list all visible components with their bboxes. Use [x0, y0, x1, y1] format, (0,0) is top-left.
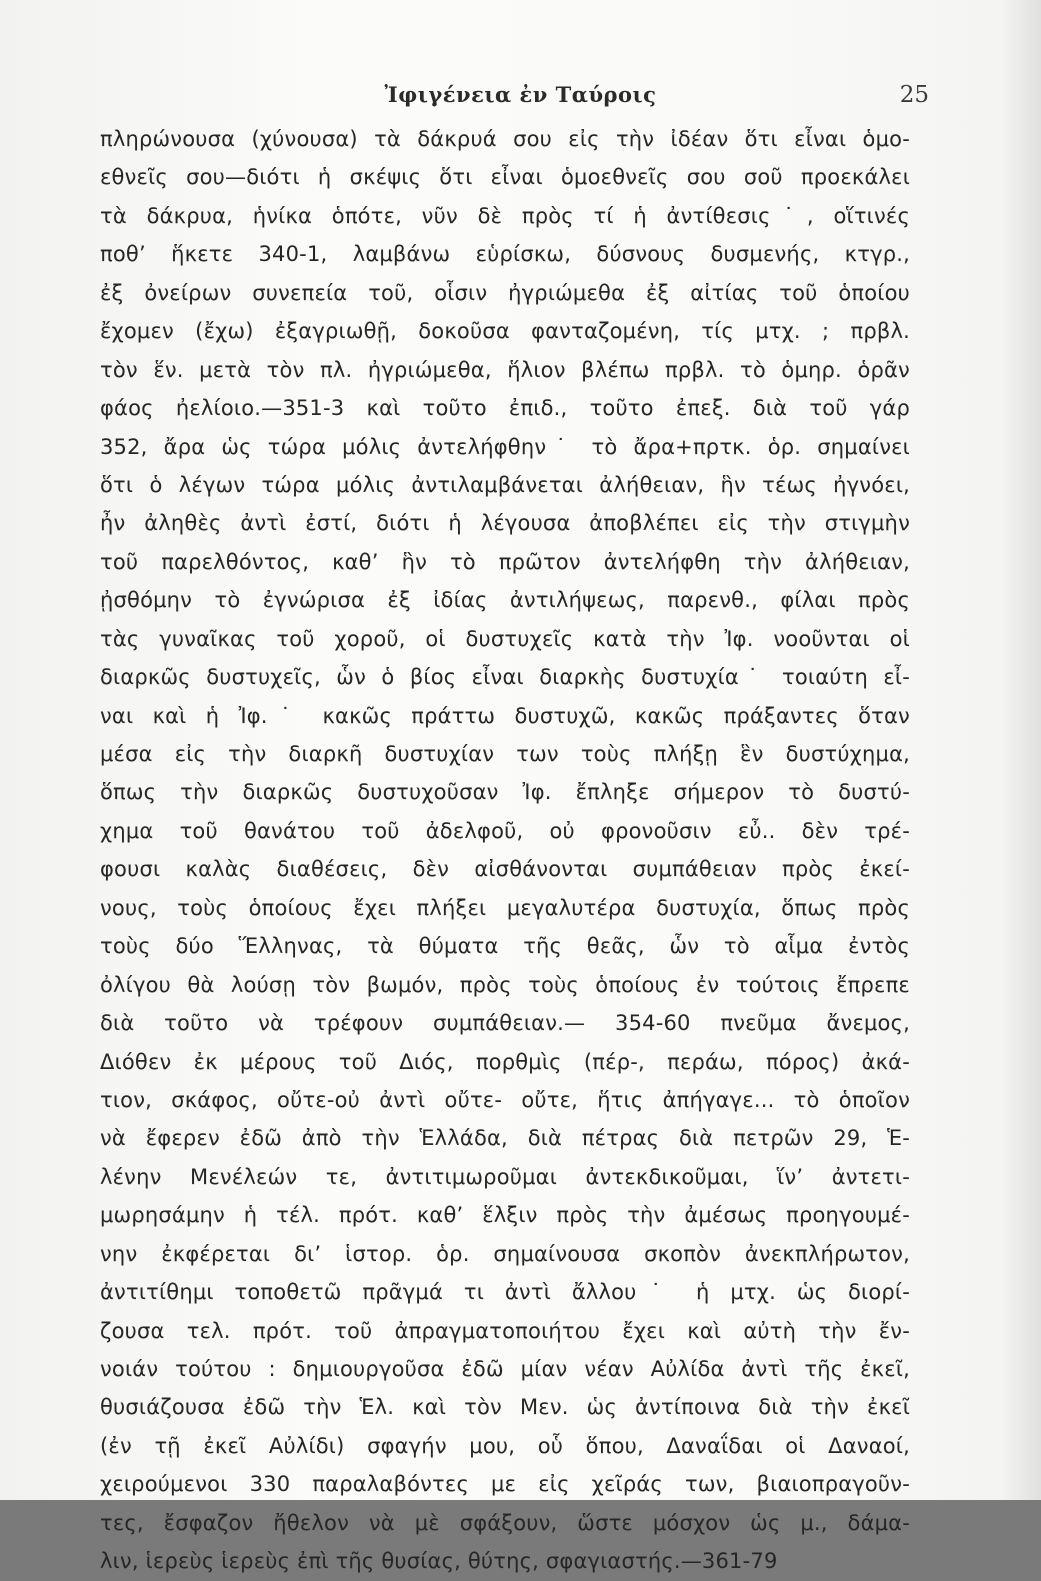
text-line: τοῦ παρελθόντος, καθ’ ἣν τὸ πρῶτον ἀντελήφθη τὴν ἀλήθειαν,	[100, 549, 910, 574]
text-line: λένην Μενέλεών τε, ἀντιτιμωροῦμαι ἀντεκδικοῦμαι, ἵν’ ἀντετι-	[100, 1164, 910, 1189]
text-line: ἐξ ὀνείρων συνεπεία τοῦ, οἷσιν ἠγριώμεθα ἐξ αἰτίας τοῦ ὁποίου	[100, 280, 910, 305]
text-line: 352, ἄρα ὡς τώρα μόλις ἀντελήφθην˙ τὸ ἄρα+πρτκ. ὁρ. σημαίνει	[100, 434, 910, 459]
commentary-text	[100, 120, 910, 1581]
text-line: τοὺς δύο Ἕλληνας, τὰ θύματα τῆς θεᾶς, ὧν τὸ αἷμα ἐντὸς	[100, 934, 910, 959]
text-line: τὸν ἕν. μετὰ τὸν πλ. ἠγριώμεθα, ἥλιον βλέπω πρβλ. τὸ ὁμηρ. ὁρᾶν	[100, 357, 910, 382]
text-line: ζουσα τελ. πρότ. τοῦ ἀπραγματοποιήτου ἔχει καὶ αὐτὴ τὴν ἔν-	[100, 1318, 910, 1343]
page-edge-shadow	[1001, 0, 1041, 1500]
text-line: Διόθεν ἐκ μέρους τοῦ Διός, πορθμὶς (πέρ-, περάω, πόρος) ἀκά-	[100, 1049, 910, 1074]
text-line: λιν, ἱερεὺς ἱερεὺς ἐπὶ τῆς θυσίας, θύτης, σφαγιαστής.—361-79	[100, 1549, 778, 1574]
text-line: χημα τοῦ θανάτου τοῦ ἀδελφοῦ, οὐ φρονοῦσιν εὖ.. δὲν τρέ-	[100, 818, 910, 843]
text-line: νοιάν τούτου : δημιουργοῦσα ἐδῶ μίαν νέαν Αὐλίδα ἀντὶ τῆς ἐκεῖ,	[100, 1357, 910, 1381]
text-line: τὰς γυναῖκας τοῦ χοροῦ, οἱ δυστυχεῖς κατὰ τὴν Ἰφ. νοοῦνται οἱ	[100, 626, 910, 651]
text-line: ἦν ἀληθὲς ἀντὶ ἐστί, διότι ἡ λέγουσα ἀποβλέπει εἰς τὴν στιγμὴν	[100, 511, 910, 536]
text-line: φουσι καλὰς διαθέσεις, δὲν αἰσθάνονται συμπάθειαν πρὸς ἐκεί-	[100, 857, 910, 882]
text-line: διαρκῶς δυστυχεῖς, ὧν ὁ βίος εἶναι διαρκὴς δυστυχία˙ τοιαύτη εἶ-	[100, 665, 910, 690]
text-line: ᾐσθόμην τὸ ἐγνώρισα ἐξ ἰδίας ἀντιλήψεως, παρενθ., φίλαι πρὸς	[100, 588, 910, 613]
page-number: 25	[899, 82, 929, 108]
text-line: εθνεῖς σου—διότι ἡ σκέψις ὅτι εἶναι ὁμοεθνεῖς σου σοῦ προεκάλει	[100, 165, 910, 190]
text-line: ἀντιτίθημι τοποθετῶ πρᾶγμά τι ἀντὶ ἄλλου˙ ἡ μτχ. ὡς διορί-	[100, 1280, 910, 1305]
text-line: (ἐν τῇ ἐκεῖ Αὐλίδι) σφαγήν μου, οὗ ὅπου, Δαναΐδαι οἱ Δαναοί,	[100, 1433, 910, 1458]
text-line: φάος ἠελίοιο.—351-3 καὶ τοῦτο ἐπιδ., τοῦτο ἐπεξ. διὰ τοῦ γάρ	[100, 396, 910, 421]
text-line: χειρούμενοι 330 παραλαβόντες με εἰς χεῖράς των, βιαιοπραγοῦν-	[100, 1472, 910, 1497]
text-line: νην ἐκφέρεται δι’ ἱστορ. ὁρ. σημαίνουσα σκοπὸν ἀνεκπλήρωτον,	[100, 1241, 910, 1266]
text-line: ὀλίγου θὰ λούσῃ τὸν βωμόν, πρὸς τοὺς ὁποίους ἐν τούτοις ἔπρεπε	[100, 972, 910, 997]
running-head	[0, 82, 1041, 116]
text-line: ἔχομεν (ἔχω) ἐξαγριωθῇ, δοκοῦσα φανταζομένη, τίς μτχ. ; πρβλ.	[100, 319, 910, 344]
text-line: διὰ τοῦτο νὰ τρέφουν συμπάθειαν.— 354-60 πνεῦμα ἄνεμος,	[100, 1011, 910, 1036]
text-line: τες, ἔσφαζον ἤθελον νὰ μὲ σφάξουν, ὥστε μόσχον ὡς μ., δάμα-	[100, 1510, 910, 1535]
running-title: Ἰφιγένεια ἐν Ταύροις	[384, 82, 657, 107]
text-line: πληρώνουσα (χύνουσα) τὰ δάκρυά σου εἰς τὴν ἰδέαν ὅτι εἶναι ὁμο-	[100, 127, 910, 151]
text-line: τὰ δάκρυα, ἡνίκα ὁπότε, νῦν δὲ πρὸς τί ἡ ἀντίθεσις˙, οἵτινές	[100, 203, 910, 228]
text-line: ναι καὶ ἡ Ἰφ.˙ κακῶς πράττω δυστυχῶ, κακῶς πράξαντες ὅταν	[100, 703, 910, 728]
text-line: νὰ ἔφερεν ἐδῶ ἀπὸ τὴν Ἑλλάδα, διὰ πέτρας διὰ πετρῶν 29, Ἑ-	[100, 1126, 910, 1151]
text-line: ὅπως τὴν διαρκῶς δυστυχοῦσαν Ἰφ. ἔπληξε σήμερον τὸ δυστύ-	[100, 780, 910, 805]
text-line: μέσα εἰς τὴν διαρκῆ δυστυχίαν των τοὺς πλήξῃ ἓν δυστύχημα,	[100, 742, 910, 766]
text-line: θυσιάζουσα ἐδῶ τὴν Ἑλ. καὶ τὸν Μεν. ὡς ἀντίποινα διὰ τὴν ἐκεῖ	[100, 1395, 910, 1420]
text-line: νους, τοὺς ὁποίους ἔχει πλήξει μεγαλυτέρα δυστυχία, ὅπως πρὸς	[100, 895, 910, 920]
text-line: ποθ’ ἥκετε 340-1, λαμβάνω εὑρίσκω, δύσνους δυσμενής, κτγρ.,	[100, 242, 910, 267]
text-line: μωρησάμην ἡ τέλ. πρότ. καθ’ ἕλξιν πρὸς τὴν ἀμέσως προηγουμέ-	[100, 1203, 910, 1228]
text-line: τιον, σκάφος, οὔτε-οὐ ἀντὶ οὔτε- οὔτε, ἥτις ἀπήγαγε... τὸ ὁποῖον	[100, 1087, 910, 1112]
text-line: ὅτι ὁ λέγων τώρα μόλις ἀντιλαμβάνεται ἀλήθειαν, ἣν τέως ἠγνόει,	[100, 472, 910, 497]
